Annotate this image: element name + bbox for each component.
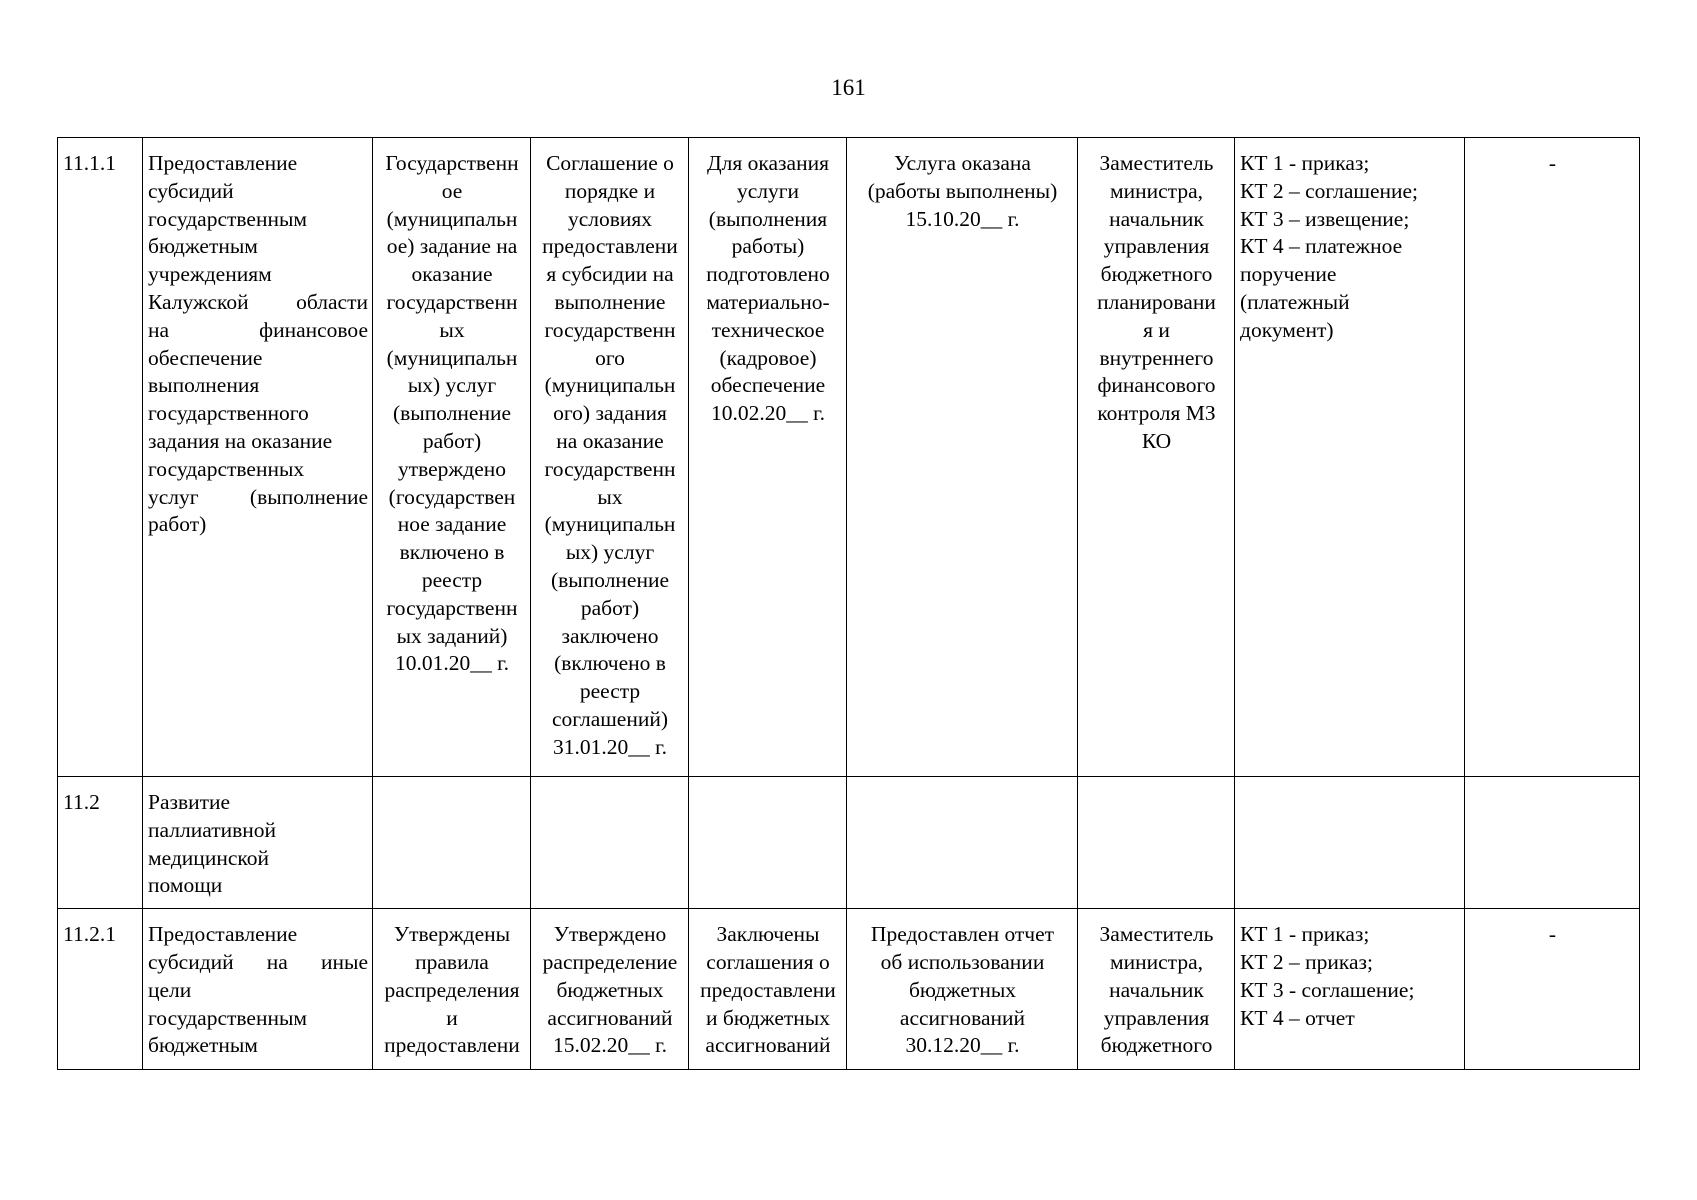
cell-line: (государствен (388, 484, 516, 509)
cell-line: КТ 4 – платежное (1240, 234, 1403, 259)
cell-line: контроля МЗ (1097, 401, 1216, 426)
cell-line: КТ 3 – извещение; (1240, 206, 1410, 231)
cell-line: государственным (148, 1005, 308, 1030)
cell-line: на финансовое (148, 317, 368, 342)
cell-line: помощи (148, 873, 223, 898)
cell-line: Заместитель (1099, 922, 1214, 947)
cell-line: бюджетного (1100, 262, 1213, 287)
cell-line: Утверждено (553, 922, 667, 947)
cell-responsible (1078, 777, 1235, 909)
cell-line: (муниципальн (544, 512, 676, 537)
cell-note (1465, 138, 1640, 777)
cell-line: ое) задание на (386, 234, 518, 259)
cell-line: государственного (148, 401, 309, 426)
cell-line: (кадровое) (719, 345, 817, 370)
cell-control-point-4 (847, 909, 1078, 1070)
cell-line: предоставлени (384, 1033, 520, 1058)
cell-line: внутреннего (1099, 345, 1214, 370)
cell-line: министра, (1110, 178, 1203, 203)
cell-line: Заключены (716, 922, 820, 947)
cell-control-point-2 (531, 138, 689, 777)
cell-line: техническое (711, 317, 825, 342)
cell-line: включено в (399, 540, 505, 565)
cell-line: (работы выполнены) (867, 178, 1058, 203)
cell-line: порядке и (564, 178, 656, 203)
cell-line: подготовлено (706, 262, 830, 287)
cell-line: Предоставлен отчет (870, 922, 1055, 947)
cell-line: условиях (567, 206, 653, 231)
cell-control-point-3 (689, 909, 847, 1070)
cell-control-point-1 (373, 138, 531, 777)
cell-control-point-1 (373, 777, 531, 909)
cell-control-point-1 (373, 909, 531, 1070)
cell-control-point-3 (689, 777, 847, 909)
cell-line: КТ 3 - соглашение; (1240, 977, 1415, 1002)
cell-line: ого (595, 345, 625, 370)
cell-line: обеспечение (148, 345, 263, 370)
cell-line: государственн (544, 317, 676, 342)
cell-line: работ) (580, 595, 640, 620)
cell-line: управления (1103, 234, 1210, 259)
cell-line: КТ 1 - приказ; (1240, 922, 1370, 947)
cell-line: КТ 2 – приказ; (1240, 949, 1373, 974)
cell-line: материально- (706, 289, 830, 314)
cell-line: (платежный (1240, 289, 1350, 314)
cell-line: я субсидии на (546, 262, 674, 287)
cell-number: 11.1.1 (58, 138, 143, 777)
cell-documents (1235, 777, 1465, 909)
cell-line: ого) задания (553, 401, 667, 426)
cell-line: ых) услуг (565, 540, 655, 565)
cell-documents (1235, 138, 1465, 777)
cell-line: бюджетных (556, 977, 664, 1002)
cell-line: (муниципальн (386, 206, 518, 231)
cell-line: бюджетных (908, 977, 1017, 1002)
cell-line: 15.10.20__ г. (905, 206, 1020, 231)
cell-event (143, 138, 373, 777)
cell-line: и (446, 1005, 458, 1030)
cell-line: Предоставление (148, 151, 298, 175)
cell-note (1465, 777, 1640, 909)
table-row (58, 138, 1640, 777)
cell-line: работы) (731, 234, 805, 259)
cell-line: ассигнований (705, 1033, 831, 1058)
cell-line: работ) (148, 512, 207, 537)
cell-line: выполнения (148, 373, 260, 398)
cell-line: ассигнований (899, 1005, 1026, 1030)
cell-line: учреждениям (148, 262, 272, 287)
cell-line: КТ 2 – соглашение; (1240, 178, 1419, 203)
cell-line: Государственн (385, 151, 519, 175)
cell-line: реестр (579, 679, 641, 704)
cell-line: (муниципальн (544, 373, 676, 398)
cell-line: (муниципальн (386, 345, 518, 370)
cell-line: государственн (386, 595, 518, 620)
cell-line: (выполнения (708, 206, 828, 231)
cell-control-point-2 (531, 909, 689, 1070)
cell-line: 31.01.20__ г. (553, 734, 667, 759)
table-row (58, 909, 1640, 1070)
cell-line: (включено в (554, 651, 666, 676)
cell-line: государственных (148, 456, 305, 481)
cell-line: ассигнований (547, 1005, 673, 1030)
cell-line: предоставлени (700, 977, 836, 1002)
cell-line: обеспечение (710, 373, 826, 398)
cell-number: 11.2 (58, 777, 143, 909)
cell-line: - (1548, 151, 1557, 175)
cell-line: финансового (1097, 373, 1216, 398)
cell-line: реестр (421, 567, 483, 592)
cell-line: заключено (561, 623, 659, 648)
table-row (58, 777, 1640, 909)
cell-line: 15.02.20__ г. (553, 1033, 667, 1058)
cell-control-point-4 (847, 777, 1078, 909)
cell-line: управления (1103, 1005, 1210, 1030)
cell-line: планировани (1097, 289, 1216, 314)
cell-line: оказание (411, 262, 493, 287)
cell-line: ых (439, 317, 465, 342)
cell-control-point-4 (847, 138, 1078, 777)
page-number: 161 (831, 75, 866, 100)
cell-line: субсидий на иные (148, 949, 368, 974)
cell-line: ых) услуг (407, 373, 497, 398)
cell-line: начальник (1109, 977, 1204, 1002)
cell-line: Калужской области (148, 289, 368, 314)
cell-line: работ) (422, 428, 482, 453)
cell-line: паллиативной (148, 817, 277, 842)
cell-line: поручение (1240, 262, 1337, 287)
cell-line: цели (148, 977, 192, 1002)
cell-documents (1235, 909, 1465, 1070)
cell-line: ых заданий) (396, 623, 508, 648)
cell-line: Предоставление (148, 922, 298, 947)
cell-line: об использовании (880, 949, 1045, 974)
cell-line: задания на оказание (148, 428, 333, 453)
cell-line: Соглашение о (546, 151, 674, 175)
cell-line: государственн (386, 289, 518, 314)
cell-line: Для оказания (706, 151, 829, 175)
cell-line: Услуга оказана (894, 151, 1031, 175)
cell-responsible (1078, 138, 1235, 777)
cell-line: документ) (1240, 317, 1334, 342)
cell-line: бюджетным (148, 234, 258, 259)
cell-event (143, 909, 373, 1070)
cell-event (143, 777, 373, 909)
cell-number: 11.2.1 (58, 909, 143, 1070)
cell-line: 30.12.20__ г. (905, 1033, 1020, 1058)
cell-line: начальник (1109, 206, 1204, 231)
cell-line: - (1548, 922, 1557, 947)
cell-line: Развитие (148, 790, 231, 814)
cell-line: субсидий (148, 178, 234, 203)
cell-line: Заместитель (1099, 151, 1214, 175)
cell-line: (выполнение (392, 401, 512, 426)
cell-line: услуги (736, 178, 800, 203)
cell-line: услуг (выполнение (148, 484, 368, 509)
cell-line: 10.02.20__ г. (711, 401, 825, 426)
cell-control-point-3 (689, 138, 847, 777)
cell-line: ное задание (397, 512, 507, 537)
cell-line: предоставлени (542, 234, 678, 259)
cell-control-point-2 (531, 777, 689, 909)
cell-line: утверждено (397, 456, 507, 481)
cell-line: и бюджетных (706, 1005, 830, 1030)
cell-line: (выполнение (550, 567, 670, 592)
cell-line: КТ 4 – отчет (1240, 1005, 1355, 1030)
cell-line: министра, (1110, 949, 1203, 974)
cell-responsible (1078, 909, 1235, 1070)
cell-line: медицинской (148, 845, 269, 870)
cell-line: КТ 1 - приказ; (1240, 151, 1370, 175)
cell-line: 10.01.20__ г. (395, 651, 509, 676)
cell-line: Утверждены (393, 922, 511, 947)
cell-line: ых (597, 484, 623, 509)
control-points-table (57, 137, 1640, 1070)
cell-line: государственн (544, 456, 676, 481)
cell-note (1465, 909, 1640, 1070)
cell-line: бюджетным (148, 1033, 258, 1058)
cell-line: правила (415, 949, 489, 974)
cell-line: государственным (148, 206, 308, 231)
cell-line: я и (1143, 317, 1170, 342)
cell-line: соглашений) (551, 706, 669, 731)
cell-line: распределение (542, 949, 678, 974)
cell-line: на оказание (556, 428, 664, 453)
cell-line: выполнение (554, 289, 666, 314)
cell-line: КО (1141, 428, 1172, 453)
cell-line: бюджетного (1100, 1033, 1213, 1058)
cell-line: распределения (384, 977, 520, 1002)
cell-line: ое (441, 178, 463, 203)
cell-line: соглашения о (706, 949, 830, 974)
